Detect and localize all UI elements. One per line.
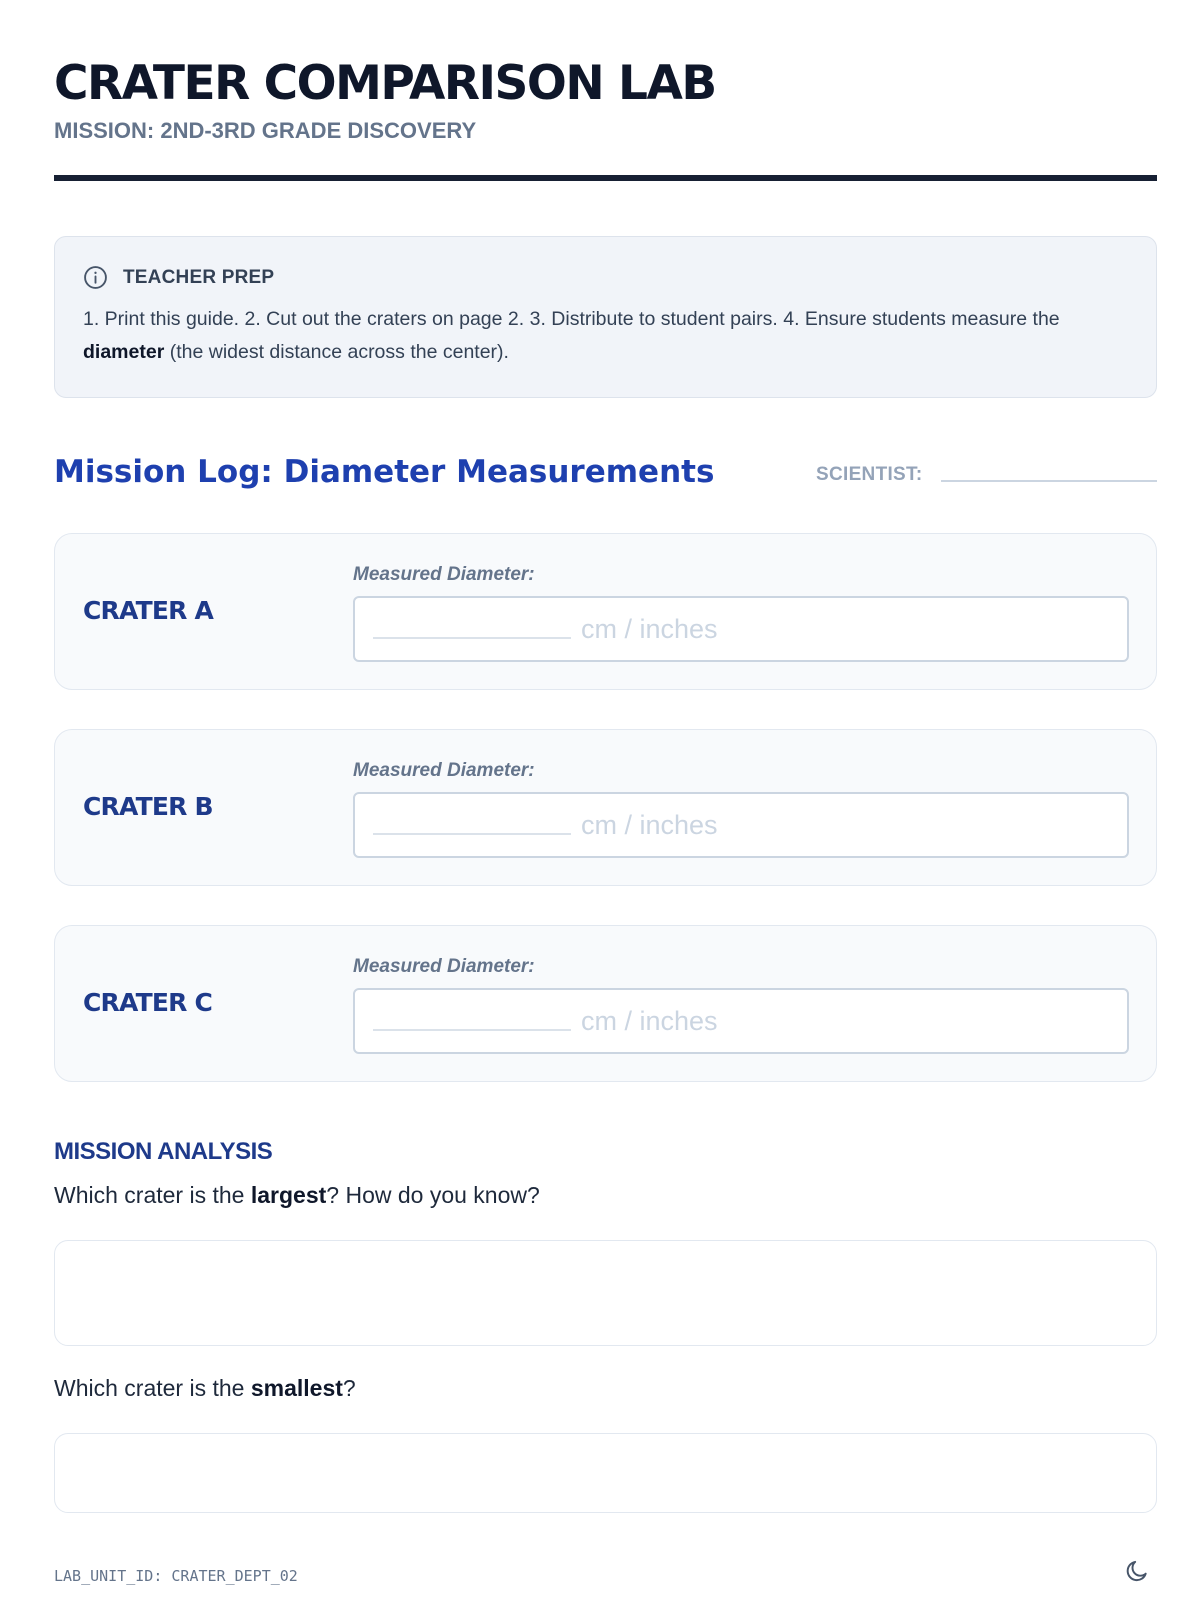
measured-diameter-label: Measured Diameter: (353, 956, 535, 977)
mission-log-title: Mission Log: Diameter Measurements (54, 454, 715, 490)
moon-icon[interactable] (1124, 1558, 1150, 1584)
question-smallest (54, 1375, 356, 1402)
crater-name: CRATER A (83, 596, 214, 625)
units-placeholder: cm / inches (581, 613, 718, 644)
mission-analysis-title: MISSION ANALYSIS (54, 1138, 273, 1165)
info-icon (83, 265, 108, 290)
question-text: Which crater is the (54, 1375, 251, 1401)
question-text-end: ? How do you know? (326, 1182, 540, 1208)
crater-name: CRATER B (83, 792, 213, 821)
crater-card-c (54, 925, 1157, 1082)
question-text-end: ? (342, 1375, 356, 1401)
teacher-prep-title: TEACHER PREP (123, 266, 275, 288)
measured-diameter-label: Measured Diameter: (353, 564, 535, 585)
page-title: CRATER COMPARISON LAB (54, 56, 716, 111)
diameter-input-b[interactable] (353, 792, 1129, 858)
teacher-prep-header (83, 265, 274, 290)
scientist-name-field[interactable] (941, 480, 1157, 482)
question-text: Which crater is the (54, 1182, 251, 1208)
teacher-prep-text: 1. Print this guide. 2. Cut out the craters on page 2. 3. Distribute to student pairs. 4. Ensure students measure the (83, 308, 1060, 330)
teacher-prep-bold-term: diameter (83, 341, 165, 363)
page-subtitle: MISSION: 2ND-3RD GRADE DISCOVERY (54, 118, 477, 143)
blank-line (373, 833, 571, 835)
diameter-input-a[interactable] (353, 596, 1129, 662)
scientist-label: SCIENTIST: (816, 464, 923, 485)
question-largest (54, 1182, 540, 1209)
teacher-prep-panel (54, 236, 1157, 398)
crater-name: CRATER C (83, 988, 213, 1017)
answer-box-largest[interactable] (54, 1240, 1157, 1346)
measured-diameter-label: Measured Diameter: (353, 760, 535, 781)
blank-line (373, 637, 571, 639)
answer-box-smallest[interactable] (54, 1433, 1157, 1513)
question-keyword: largest (250, 1182, 327, 1208)
question-keyword: smallest (250, 1375, 343, 1401)
diameter-input-c[interactable] (353, 988, 1129, 1054)
lab-unit-id: LAB_UNIT_ID: CRATER_DEPT_02 (54, 1567, 298, 1585)
crater-card-b (54, 729, 1157, 886)
teacher-prep-instructions (83, 303, 1133, 369)
units-placeholder: cm / inches (581, 809, 718, 840)
crater-card-a (54, 533, 1157, 690)
blank-line (373, 1029, 571, 1031)
teacher-prep-text-end: (the widest distance across the center). (164, 341, 509, 363)
header-divider (54, 175, 1157, 181)
units-placeholder: cm / inches (581, 1005, 718, 1036)
